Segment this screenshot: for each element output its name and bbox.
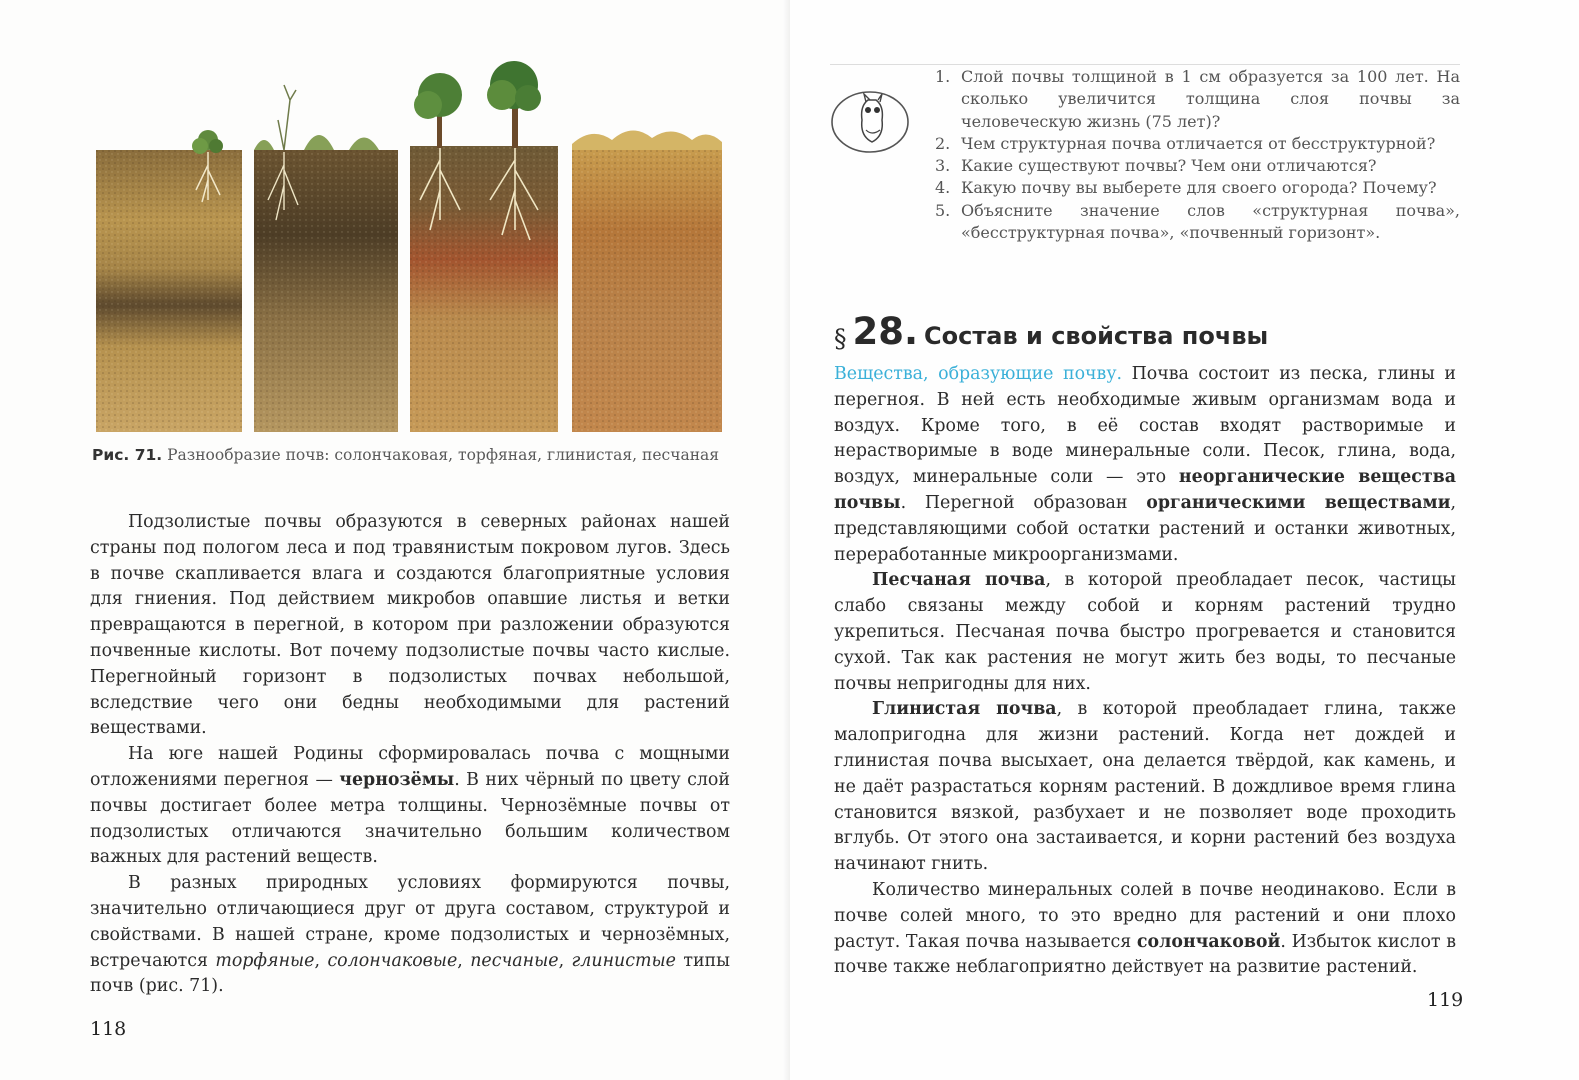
questions-rule: [830, 64, 1460, 65]
text-bold: солончаковой: [1136, 931, 1281, 952]
question-item: [935, 177, 1460, 199]
question-item: [935, 155, 1460, 177]
text-run: ,: [314, 950, 328, 971]
question-item: [935, 200, 1460, 245]
soil-profile-peat: [254, 60, 398, 435]
paragraph: [90, 742, 730, 871]
question-text: Чем структурная почва отличается от бесструктурной?: [961, 133, 1436, 153]
text-bold: Глинистая почва: [872, 699, 1057, 720]
question-number: 1.: [935, 67, 951, 86]
text-bold: неорганические вещества почвы: [834, 467, 1456, 513]
section-sign: §: [834, 324, 847, 353]
left-page-text: [90, 510, 730, 1000]
text-ital: солончаковые: [327, 950, 458, 971]
question-number: 3.: [935, 156, 951, 176]
text-run: Почва состоит из песка, глины и перегноя. В ней есть необходимые живым организмам вода и воздух. Кроме того, в её состав входят растворимые и нерастворимые в воде минеральные соли. Песок, глина, вода, воздух, минеральные соли — это: [834, 364, 1457, 488]
paragraph: [834, 697, 1456, 878]
text-ital: глинистые: [571, 950, 676, 971]
soil-profile-saline-illustration: [96, 60, 242, 435]
text-bold: Песчаная почва: [872, 570, 1046, 591]
soil-profile-sandy: [572, 60, 722, 435]
question-text: Объясните значение слов «структурная почва», «бесструктурная почва», «почвенный горизонт».: [961, 200, 1460, 243]
text-bold: чернозёмы: [339, 769, 455, 790]
question-item: [935, 66, 1460, 133]
paragraph: [834, 878, 1456, 981]
section-heading: [834, 310, 1268, 353]
text-ital: торфяные: [215, 950, 315, 971]
text-ital: песчаные: [470, 950, 559, 971]
text-blue: Вещества, образующие почву.: [834, 364, 1123, 384]
text-run: Количество минеральных солей в почве неодинаково. Если в почве солей много, то это вредно для растений и они плохо растут. Такая почва называется: [834, 879, 1456, 952]
text-run: На юге нашей Родины сформировалась почва с мощными отложениями перегноя —: [90, 744, 730, 790]
soil-figure: [92, 60, 732, 435]
text-run: , представляющими собой остатки растений и останки животных, переработанные микроорганизмами.: [834, 492, 1456, 565]
question-number: 4.: [935, 178, 951, 198]
figure-caption-text: Разнообразие почв: солончаковая, торфяная, глинистая, песчаная: [167, 446, 720, 464]
text-run: . В них чёрный по цвету слой почвы достигает более метра толщины. Чернозёмные почвы от подзолистых отличаются значительно большим количеством важных для растений веществ.: [90, 769, 730, 868]
question-text: Слой почвы толщиной в 1 см образуется за 100 лет. На сколько увеличится толщина слоя почвы за человеческую жизнь (75 лет)?: [961, 67, 1460, 131]
question-number: 5.: [935, 200, 951, 220]
question-text: Какие существуют почвы? Чем они отличаются?: [961, 156, 1377, 176]
paragraph: [834, 568, 1456, 697]
right-page-text: [834, 362, 1456, 981]
text-run: Подзолистые почвы образуются в северных районах нашей страны под пологом леса и под травянистым покровом лугов. Здесь в почве скапливается влага и создаются благоприятные условия для гниения. Под действием микробов опавшие листья и ветки превращаются в перегной, в котором при разложении образуются почвенные кислоты. Вот почему подзолистые почвы часто кислые. Перегнойный горизонт в подзолистых почвах небольшой, вследствие чего они бедны необходимыми для растений веществами.: [90, 512, 730, 739]
owl-questions-icon: [830, 70, 920, 160]
text-run: . Избыток кислот в почве также неблагоприятно действует на развитие растений.: [834, 931, 1456, 978]
text-bold: органическими веществами: [1146, 492, 1451, 513]
question-item: [935, 133, 1460, 155]
figure-label: Рис. 71.: [92, 446, 163, 464]
text-run: . Перегной образован: [900, 492, 1147, 513]
question-number: 2.: [935, 133, 951, 153]
text-run: , в которой преобладает глина, также малопригодна для жизни растений. Когда нет дождей и глинистая почва высыхает, она делается твёрдой, как камень, и не даёт разрастаться корням растений. В дождливое время глина становится вязкой, разбухает и не позволяет воде проходить вглубь. От этого она застаивается, и корни растений без воздуха начинают гнить.: [834, 699, 1456, 875]
right-page: [790, 0, 1579, 1080]
soil-profile-sandy-illustration: [572, 60, 722, 435]
page-number-right: 119: [1427, 989, 1464, 1011]
page-number-left: 118: [90, 1018, 127, 1040]
section-number: 28.: [852, 310, 919, 353]
question-text: Какую почву вы выберете для своего огорода? Почему?: [961, 178, 1437, 198]
figure-caption: [92, 442, 722, 468]
text-run: , в которой преобладает песок, частицы слабо связаны между собой и корням растений трудно укрепиться. Песчаная почва быстро прогревается и становится сухой. Так как растения не могут жить без воды, то песчаные почвы непригодны для них.: [834, 570, 1456, 694]
text-run: ,: [457, 950, 471, 971]
soil-profile-clay-illustration: [410, 60, 558, 435]
text-run: типы почв (рис. 71).: [90, 950, 730, 997]
text-run: ,: [558, 950, 572, 971]
soil-profile-clay: [410, 60, 558, 435]
paragraph: [90, 510, 730, 742]
text-run: В разных природных условиях формируются почвы, значительно отличающиеся друг от друга составом, структурой и свойствами. В нашей стране, кроме подзолистых и чернозёмных, встречаются: [90, 873, 730, 971]
paragraph: [834, 362, 1456, 568]
soil-profile-saline: [96, 60, 242, 435]
paragraph: [90, 871, 730, 1000]
soil-profile-peat-illustration: [254, 60, 398, 435]
review-questions: [935, 66, 1460, 244]
section-title: Состав и свойства почвы: [924, 322, 1269, 350]
